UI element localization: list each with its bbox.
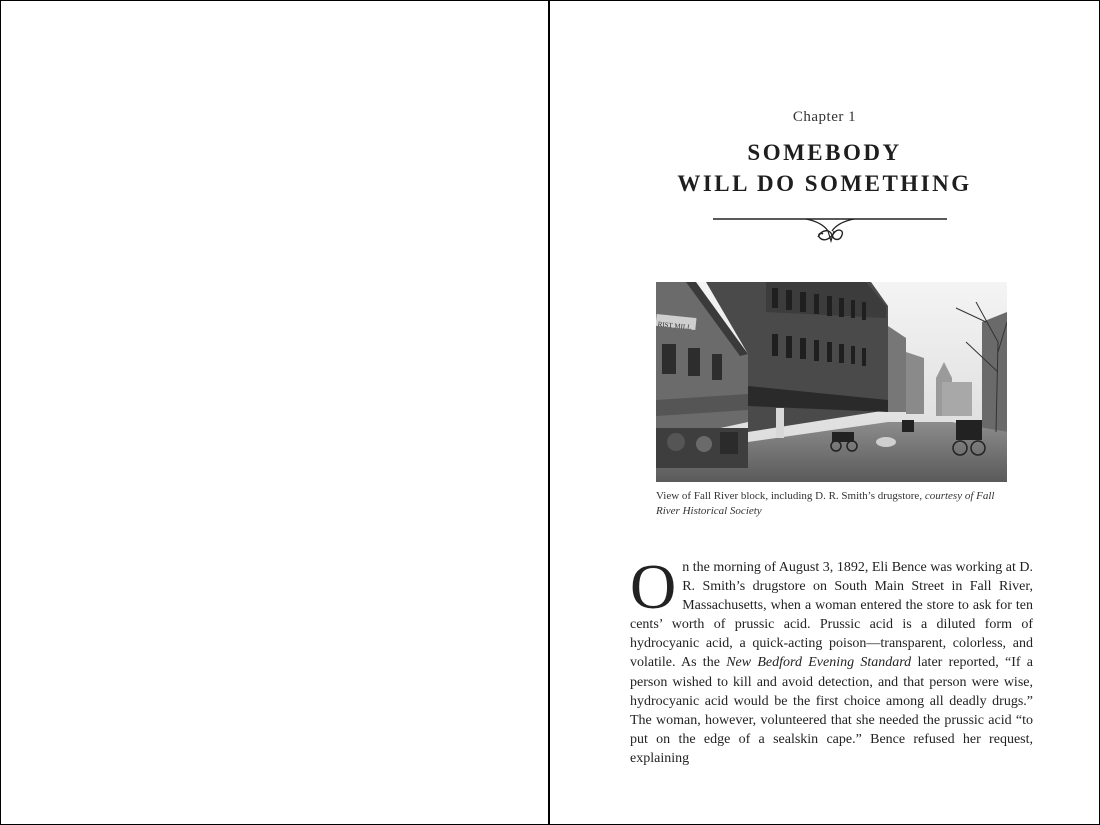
right-page [550,1,1099,824]
drop-cap: O [630,551,677,622]
street-photograph [656,282,1007,482]
chapter-label: Chapter 1 [792,109,857,125]
publication-title: New Bedford Evening Standard [726,655,912,671]
street-scene-image [656,282,1007,482]
chapter-body-paragraph [630,551,1034,768]
body-text-part-1: n the morning of August 3, 1892, Eli Bence was working at D. R. Smith’s drugstore on South Main Street in Fall River, Massachusetts, when a woman entered the store to ask for ten cents’ worth of prussic acid. Prussic acid is a diluted form of hydrocyanic acid, a quick-acting poison—transparent, colorless, and volatile. As the [630,560,1033,671]
caption-credit: courtesy of Fall River Historical Society [656,490,995,517]
photo-caption [656,489,1008,519]
body-text-part-2: later reported, “If a person wished to kill and avoid detection, and that person were wise, hydrocyanic acid would be the first choice among all deadly drugs.” The woman, however, volunteered that she needed the prussic acid “to put on the edge of a sealskin cape.” Bence refused her request, explaining [630,655,1034,766]
caption-text: View of Fall River block, including D. R. Smith’s drugstore, [656,490,923,502]
left-page-blank [1,1,550,824]
flourish-ornament-icon [710,211,950,247]
chapter-title-line-2: WILL DO SOMETHING [677,171,972,196]
shop-sign-text: RIST MILL [657,320,692,332]
chapter-title [550,137,1099,199]
chapter-title-line-1: SOMEBODY [747,140,902,165]
